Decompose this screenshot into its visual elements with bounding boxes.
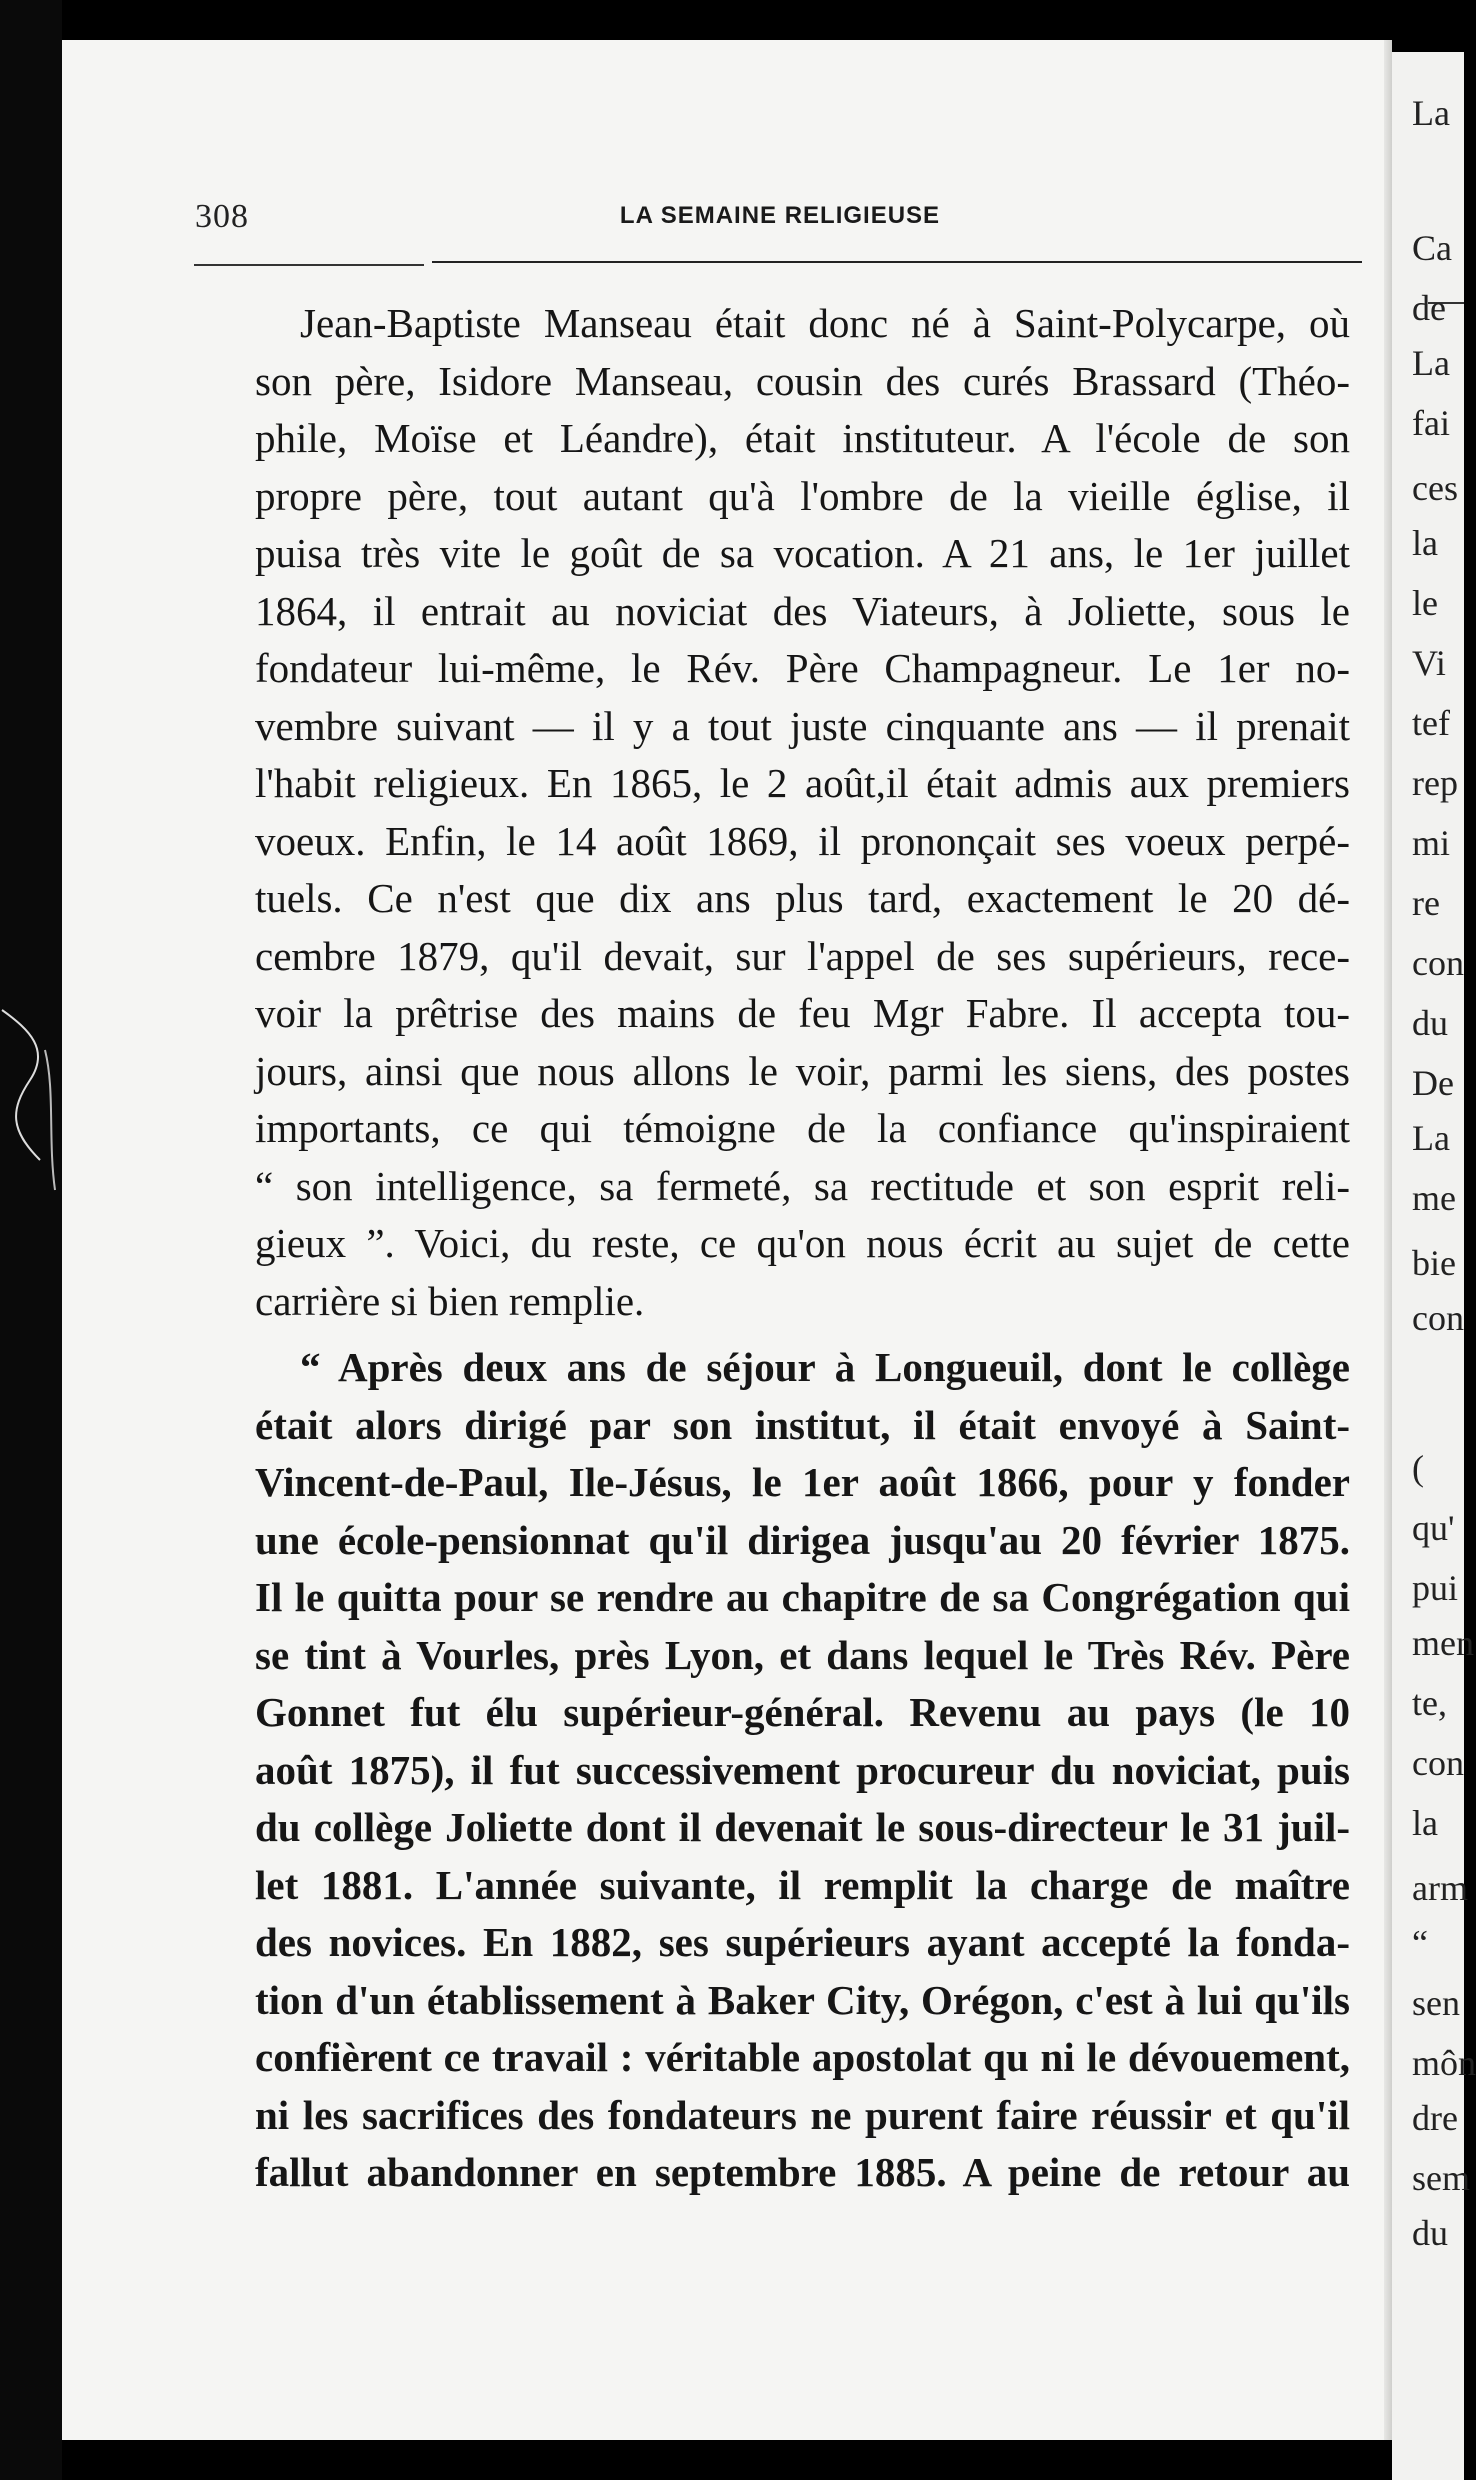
adjacent-page-word: le (1412, 583, 1438, 623)
adjacent-page-word: du (1412, 2213, 1448, 2253)
text-line: propre père, tout autant qu'à l'ombre de la vieille église, il (255, 472, 1350, 519)
text-line: août 1875), il fut successivement procureur du noviciat, puis (255, 1746, 1350, 1793)
text-line: gieux ”. Voici, du reste, ce qu'on nous écrit au sujet de cette (255, 1220, 1350, 1266)
text-line: l'habit religieux. En 1865, le 2 août,il était admis aux premiers (255, 760, 1350, 806)
text-line: puisa très vite le goût de sa vocation. A 21 ans, le 1er juillet (255, 530, 1350, 576)
paragraph-2 (255, 1339, 1350, 2202)
page-number: 308 (195, 198, 249, 235)
text-line: fallut abandonner en septembre 1885. A peine de retour au (255, 2149, 1350, 2195)
adjacent-page-word: mi (1412, 823, 1451, 863)
header-rule-right (432, 261, 1362, 263)
adjacent-page-word: ces (1412, 468, 1458, 508)
text-line: ni les sacrifices des fondateurs ne purent faire réussir et qu'il (255, 2091, 1350, 2138)
adjacent-page-word: sen (1412, 1983, 1460, 2023)
adjacent-page-fragment (1392, 52, 1476, 2480)
text-line: du collège Joliette dont il devenait le sous-directeur le 31 juil- (255, 1804, 1350, 1850)
adjacent-page-word: te, (1412, 1683, 1447, 1723)
text-line: fondateur lui-même, le Rév. Père Champagneur. Le 1er no- (255, 645, 1350, 691)
text-line: des novices. En 1882, ses supérieurs ayant accepté la fonda- (255, 1919, 1350, 1965)
text-line: confièrent ce travail : véritable apostolat qu ni le dévouement, (255, 2034, 1350, 2080)
adjacent-page-word: “ (1412, 1923, 1428, 1963)
adjacent-page-word: Vi (1412, 643, 1446, 683)
text-line: “ son intelligence, sa fermeté, sa rectitude et son esprit reli- (255, 1162, 1350, 1209)
body-text (255, 295, 1350, 2202)
header-rule-left (194, 264, 424, 266)
text-line: jours, ainsi que nous allons le voir, parmi les siens, des postes (255, 1047, 1350, 1094)
text-line: voeux. Enfin, le 14 août 1869, il prononçait ses voeux perpé- (255, 817, 1350, 864)
page-edge (1384, 40, 1392, 2440)
text-line: se tint à Vourles, près Lyon, et dans lequel le Très Rév. Père (255, 1631, 1350, 1678)
adjacent-page-word: la (1412, 1803, 1438, 1843)
text-line: carrière si bien remplie. (255, 1277, 645, 1324)
adjacent-page-word: con (1412, 1743, 1464, 1783)
adjacent-page-word: tef (1412, 703, 1450, 743)
adjacent-page-word: La (1412, 343, 1450, 383)
text-line: “ Après deux ans de séjour à Longueuil, dont le collège (300, 1344, 1350, 1390)
adjacent-page-word: La (1412, 93, 1450, 133)
text-line: let 1881. L'année suivante, il remplit la charge de maître (255, 1861, 1350, 1908)
page-header (195, 170, 1365, 235)
text-line: Gonnet fut élu supérieur-général. Revenu au pays (le 10 (255, 1689, 1350, 1735)
text-line: importants, ce qui témoigne de la confiance qu'inspiraient (255, 1105, 1350, 1151)
text-line: son père, Isidore Manseau, cousin des curés Brassard (Théo- (255, 357, 1350, 404)
adjacent-page-word: De (1412, 1063, 1454, 1103)
text-line: voir la prêtrise des mains de feu Mgr Fabre. Il accepta tou- (255, 990, 1350, 1036)
adjacent-page-word: re (1412, 883, 1440, 923)
scan-artifact (0, 990, 62, 1230)
adjacent-page-word: du (1412, 1003, 1448, 1043)
adjacent-page-word: la (1412, 523, 1438, 563)
adjacent-page-word: môn (1412, 2043, 1476, 2083)
adjacent-page-word: bie (1412, 1243, 1456, 1283)
running-title: LA SEMAINE RELIGIEUSE (619, 202, 941, 229)
adjacent-page-word: me (1412, 1178, 1456, 1218)
adjacent-page-word: Ca (1412, 228, 1452, 268)
adjacent-page-word: qu' (1412, 1508, 1455, 1548)
adjacent-page-word: con (1412, 1298, 1464, 1338)
adjacent-page-word: rep (1412, 763, 1458, 803)
text-line: tuels. Ce n'est que dix ans plus tard, exactement le 20 dé- (255, 875, 1350, 921)
text-line: Jean-Baptiste Manseau était donc né à Saint-Polycarpe, où (300, 300, 1350, 346)
adjacent-page-word: men (1412, 1623, 1474, 1663)
text-line: cembre 1879, qu'il devait, sur l'appel de ses supérieurs, rece- (255, 932, 1350, 979)
text-line: était alors dirigé par son institut, il était envoyé à Saint- (255, 1401, 1350, 1448)
adjacent-page-word: dre (1412, 2098, 1458, 2138)
text-line: Vincent-de-Paul, Ile-Jésus, le 1er août 1866, pour y fonder (255, 1459, 1350, 1505)
adjacent-page-word: fai (1412, 403, 1450, 443)
paragraph-1 (255, 295, 1350, 1330)
adjacent-page-word: sem (1412, 2158, 1470, 2198)
adjacent-page-word: La (1412, 1118, 1450, 1158)
adjacent-page-word: con (1412, 943, 1464, 983)
text-line: tion d'un établissement à Baker City, Orégon, c'est à lui qu'ils (255, 1976, 1350, 2023)
text-line: une école-pensionnat qu'il dirigea jusqu'au 20 février 1875. (255, 1516, 1350, 1563)
scan-border-left (0, 0, 62, 2480)
text-line: 1864, il entrait au noviciat des Viateurs, à Joliette, sous le (255, 587, 1350, 634)
text-line: phile, Moïse et Léandre), était instituteur. A l'école de son (255, 415, 1350, 461)
text-line: vembre suivant — il y a tout juste cinquante ans — il prenait (255, 702, 1350, 749)
adjacent-page-word: arm (1412, 1868, 1468, 1908)
adjacent-page-word: ( (1412, 1448, 1424, 1488)
adjacent-page-word: pui (1412, 1568, 1459, 1608)
text-line: Il le quitta pour se rendre au chapitre de sa Congrégation qui (255, 1574, 1350, 1620)
adjacent-page-word: de (1412, 288, 1446, 328)
